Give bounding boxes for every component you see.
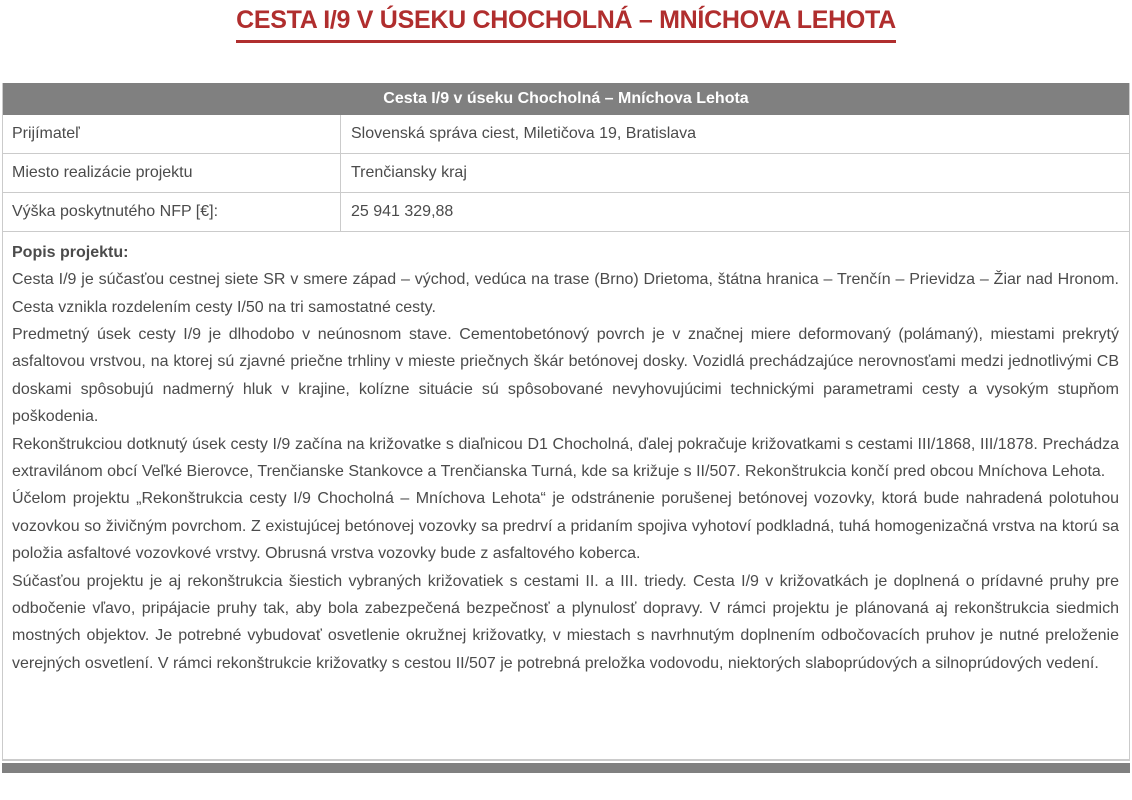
description-paragraph: Účelom projektu „Rekonštrukcia cesty I/9 Chocholná – Mníchova Lehota“ je odstránenie porušenej betónovej vozovky, ktorá bude nahradená polotuhou vozovkou so živičným povrchom. Z existujúcej betónovej vozovky sa predrví a pridaním spojiva vyhotoví podkladná, tuhá homogenizačná vrstva na ktorú sa položia asfaltové vozovkové vrstvy. Obrusná vrstva vozovky bude z asfaltového koberca. [12,490,1119,563]
row-value-vyska-nfp: 25 941 329,88 [351,202,454,220]
description-paragraph: Súčasťou projektu je aj rekonštrukcia šiestich vybraných križovatiek s cestami II. a III. triedy. Cesta I/9 v križovatkách je doplnená o prídavné pruhy pre odbočenie vľavo, pripájacie pruhy tak, aby bola zabezpečená bezpečnosť a plynulosť dopravy. V rámci projektu je plánovaná aj rekonštrukcia siedmich mostných objektov. Je potrebné vybudovať osvetlenie okružnej križovatky, v miestach s navrhnutým doplnením odbočovacích pruhov je nutné preloženie verejných osvetlení. V rámci rekonštrukcie križovatky s cestou II/507 je potrebná preložka vodovodu, niektorých slaboprúdových a silnoprúdových vedení. [12,572,1119,672]
description-paragraph: Rekonštrukciou dotknutý úsek cesty I/9 začína na križovatke s diaľnicou D1 Chocholná, ďalej pokračuje križovatkami s cestami III/1868, III/1878. Prechádza extravilánom obcí Veľké Bierovce, Trenčianske Stankovce a Trenčianska Turná, kde sa križuje s II/507. Rekonštrukcia končí pred obcou Mníchova Lehota. [12,435,1119,480]
table-row [3,115,1129,154]
row-value-miesto-realizacie: Trenčiansky kraj [351,163,467,181]
row-label-prijimatel: Prijímateľ [3,115,341,153]
project-description-cell [3,232,1129,760]
row-label-vyska-nfp: Výška poskytnutého NFP [€]: [3,193,341,231]
project-info-table [2,83,1130,761]
description-heading: Popis projektu: [12,243,129,261]
page-title: CESTA I/9 V ÚSEKU CHOCHOLNÁ – MNÍCHOVA LEHOTA [236,6,896,43]
table-row [3,193,1129,232]
row-value-prijimatel: Slovenská správa ciest, Miletičova 19, Bratislava [351,124,697,142]
table-row [3,154,1129,193]
description-paragraph: Cesta I/9 je súčasťou cestnej siete SR v smere západ – východ, vedúca na trase (Brno) Drietoma, štátna hranica – Trenčín – Prievidza – Žiar nad Hronom. Cesta vznikla rozdelením cesty I/50 na tri samostatné cesty. [12,271,1119,316]
row-label-miesto-realizacie: Miesto realizácie projektu [3,154,341,192]
next-section-header-cutoff [2,763,1130,773]
title-area [0,0,1132,43]
description-paragraph: Predmetný úsek cesty I/9 je dlhodobo v neúnosnom stave. Cementobetónový povrch je v značnej miere deformovaný (polámaný), miestami prekrytý asfaltovou vrstvou, na ktorej sú zjavné priečne trhliny v mieste priečnych škár betónovej dosky. Vozidlá prechádzajúce nerovnosťami medzi jednotlivými CB doskami spôsobujú nadmerný hluk v krajine, kolízne situácie sú spôsobované nevyhovujúcimi technickými parametrami cesty a vysokým stupňom poškodenia. [12,325,1119,426]
table-header: Cesta I/9 v úseku Chocholná – Mníchova Lehota [3,83,1129,115]
